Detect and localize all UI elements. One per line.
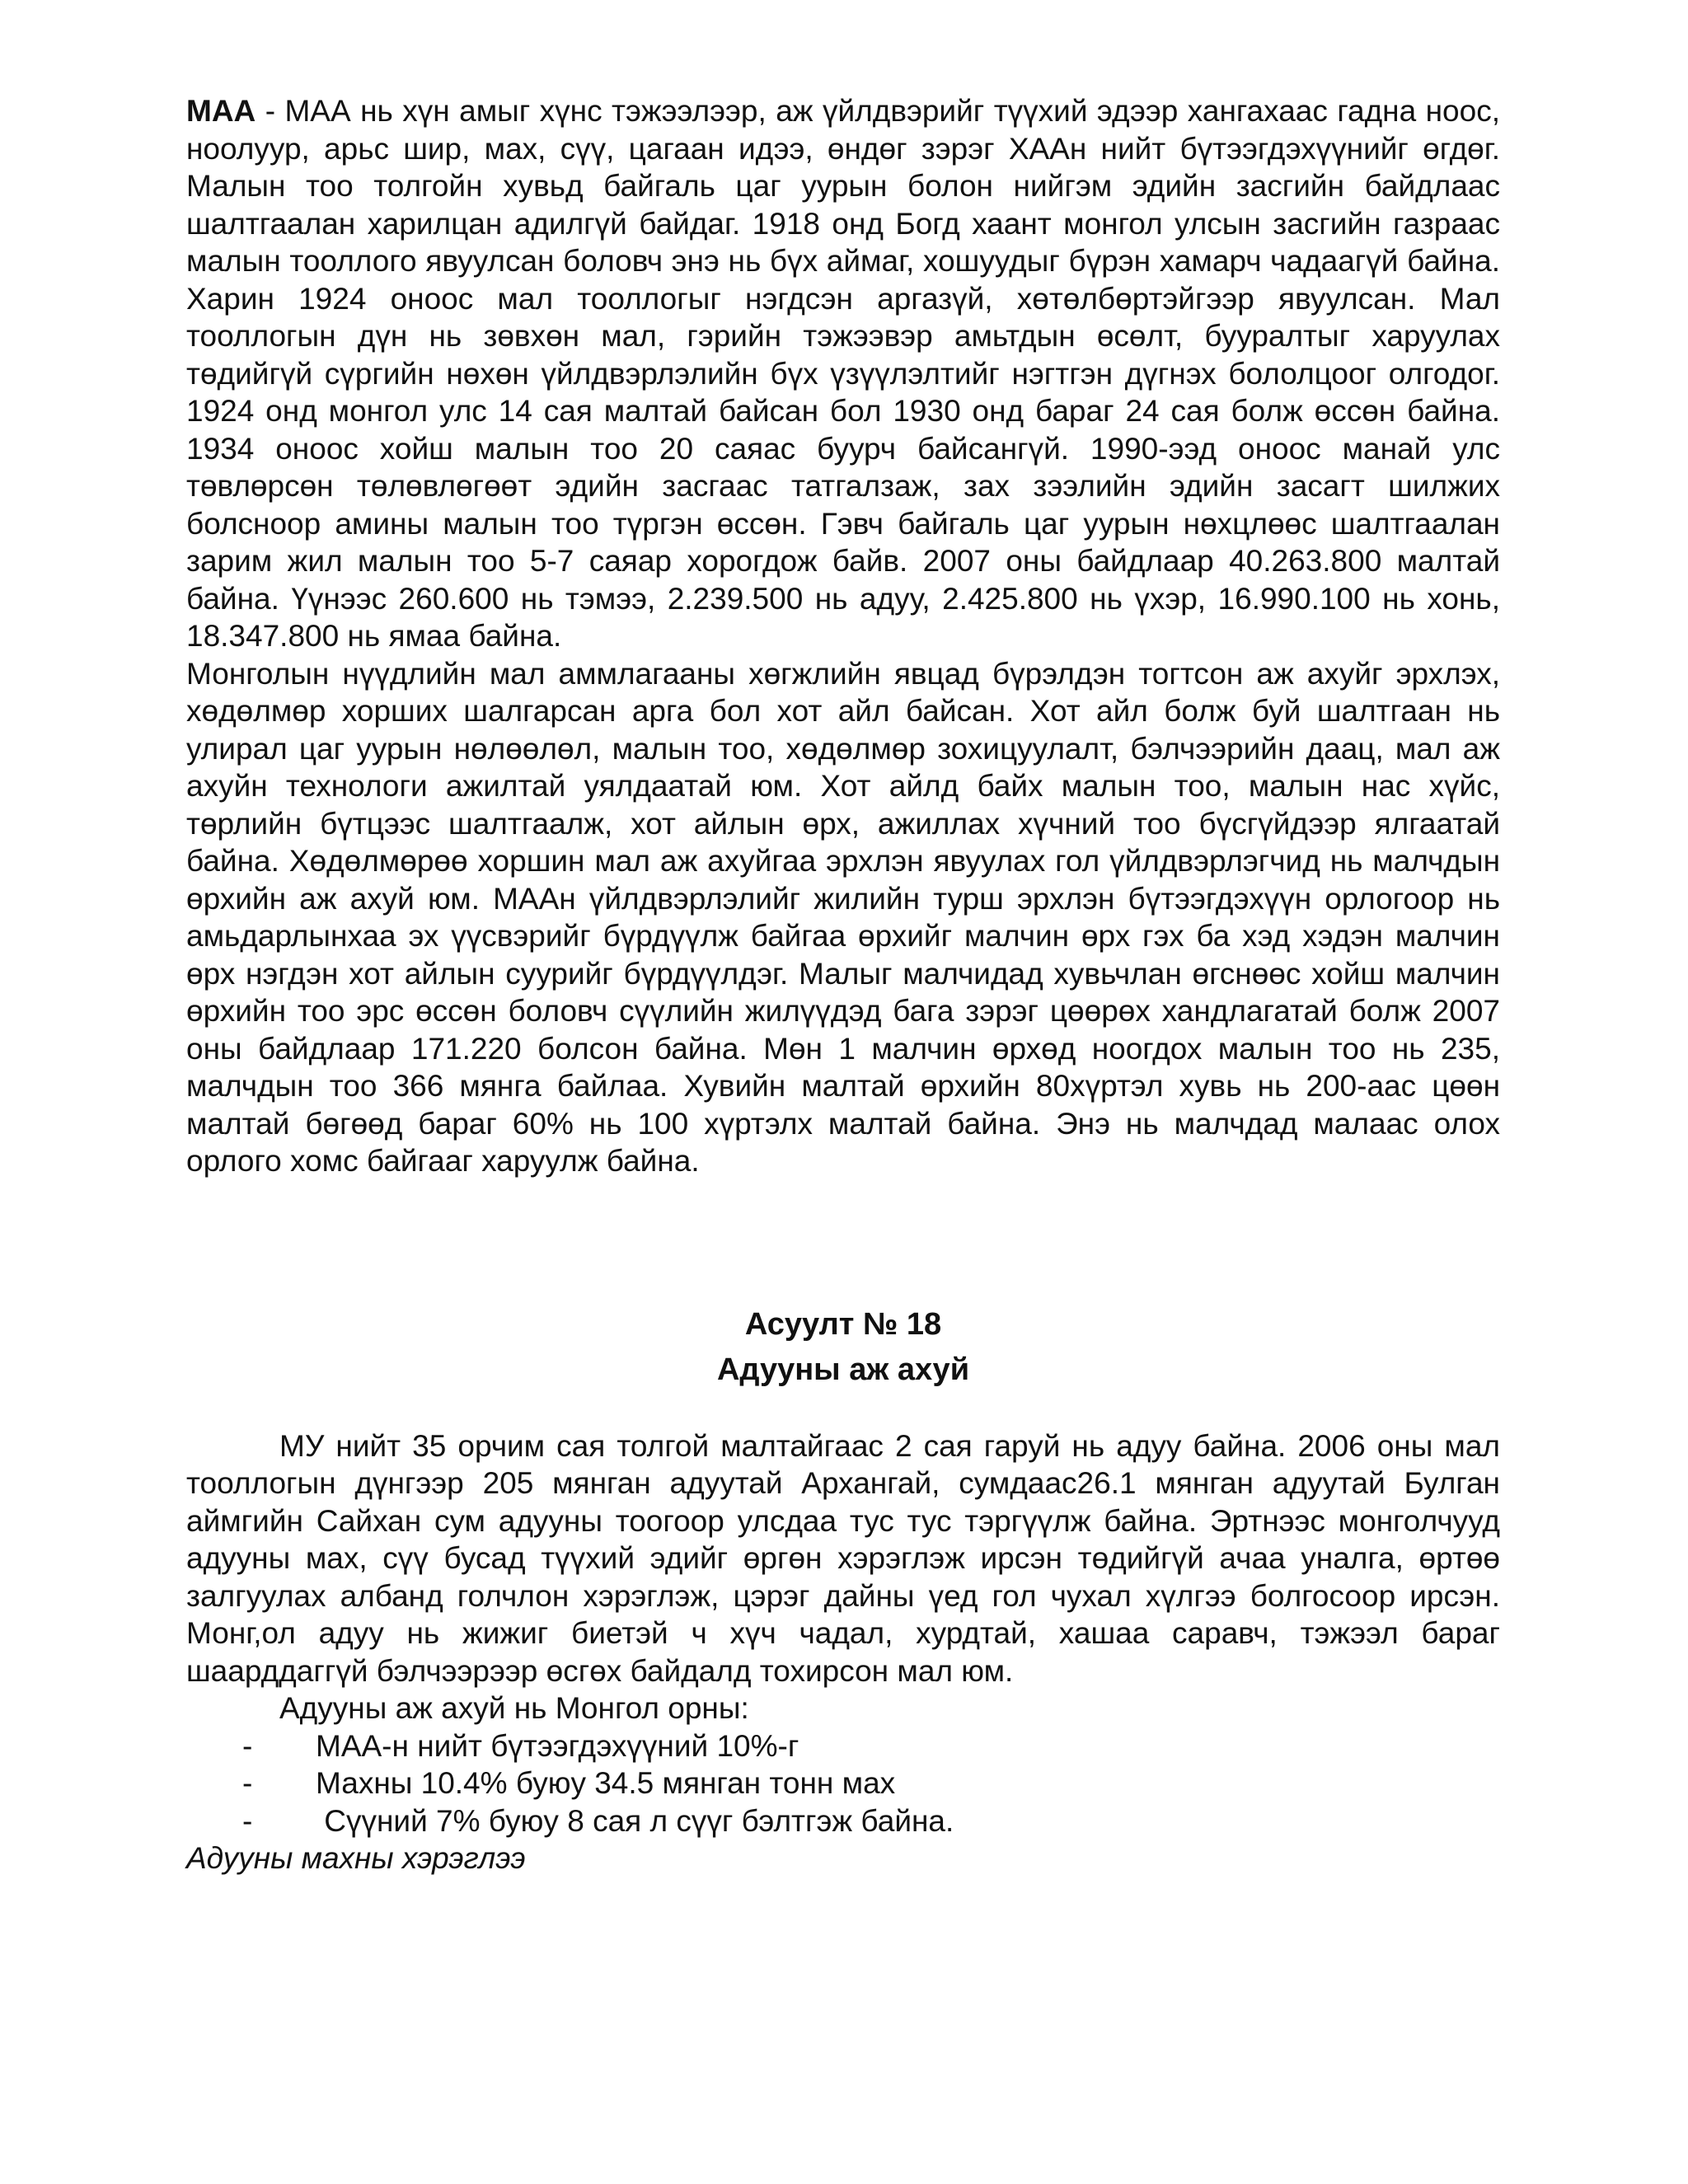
list-item [186,1802,1500,1840]
section-title: Адууны аж ахуй [716,1352,970,1387]
document-page [186,92,1500,1877]
list-item-text: Махны 10.4% буюу 34.5 мянган тонн мах [316,1766,896,1800]
paragraph-body-text: - МАА нь хүн амыг хүнс тэжээлээр, аж үйлдвэрийг түүхий эдээр хангахаас гадна ноос, ноолуур, арьс шир, мах, сүү, цагаан идээ, өндөг зэрэг ХААн нийт бүтээгдэхүүнийг өгдөг. Малын тоо толгойн хувьд байгаль цаг уурын болон нийгэм эдийн засгийн байдлаас шалтгаалан харилцан адилгүй байдаг. 1918 онд Богд хаант монгол улсын засгийн газраас малын тооллого явуулсан боловч энэ нь бүх аймаг, хошуудыг бүрэн хамарч чадаагүй байна. Харин 1924 оноос мал тооллогыг нэгдсэн аргазүй, хөтөлбөртэйгээр явуулсан. Мал тооллогын дүн нь зөвхөн мал, гэрийн тэжээвэр амьтдын өсөлт, бууралтыг харуулах төдийгүй сүргийн нөхөн үйлдвэрлэлийн бүх үзүүлэлтийг нэгтгэн дүгнэх бололцоог олгодог. 1924 онд монгол улс 14 сая малтай байсан бол 1930 онд бараг 24 сая болж өссөн байна. 1934 оноос хойш малын тоо 20 саяас буурч байсангүй. 1990-ээд оноос манай улс төвлөрсөн төлөвлөгөөт эдийн засгаас татгалзаж, зах зээлийн эдийн засагт шилжих болсноор амины малын тоо түргэн өссөн. Гэвч байгаль цаг уурын нөхцлөөс шалтгаалан зарим жил малын тоо 5-7 саяар хорогдож байв. 2007 оны байдлаар 40.263.800 малтай байна. Үүнээс 260.600 нь тэмээ, 2.239.500 нь адуу, 2.425.800 нь үхэр, 16.990.100 нь хонь, 18.347.800 нь ямаа байна. [186,94,1500,653]
list-dash: - [242,1803,253,1838]
paragraph-lead-term: МАА [186,94,256,128]
list-intro-line: Адууны аж ахуй нь Монгол орны: [279,1691,749,1725]
list-item [186,1765,1500,1802]
paragraph-livestock-overview [186,92,1500,655]
question-number-heading: Асуулт № 18 [744,1306,942,1342]
list-dash: - [242,1766,253,1800]
paragraph-hot-ail: Монголын нүүдлийн мал аммлагааны хөгжлийн явцад бүрэлдэн тогтсон аж ахуйг эрхлэх, хөдөлмөр хорших шалгарсан арга бол хот айл байсан. Хот айл болж буй шалтгаан нь улирал цаг уурын нөлөөлөл, малын тоо, хөдөлмөр зохицуулалт, бэлчээрийн даац, мал аж ахуйн технологи ажилтай уялдаатай юм. Хот айлд байх малын тоо, малын нас хүйс, төрлийн бүтцээс шалтгаалж, хот айлын өрх, ажиллах хүчний тоо бүсгүйдээр ялгаатай байна. Хөдөлмөрөө хоршин мал аж ахуйгаа эрхлэн явуулах гол үйлдвэрлэгчид нь малчдын өрхийн аж ахуй юм. МААн үйлдвэрлэлийг жилийн турш эрхлэн бүтээгдэхүүн орлогоор нь амьдарлынхаа эх үүсвэрийг бүрдүүлж байгаа өрхийг малчин өрх гэх ба хэд хэдэн малчин өрх нэгдэн хот айлын суурийг бүрдүүлдэг. Малыг малчидад хувьчлан өгснөөс хойш малчин өрхийн тоо эрс өссөн боловч сүүлийн жилүүдэд бага зэрэг цөөрөх хандлагатай болж 2007 оны байдлаар 171.220 болсон байна. Мөн 1 малчин өрхөд ноогдох малын тоо нь 235, малчдын тоо 366 мянга байлаа. Хувийн малтай өрхийн 80хүртэл хувь нь 200-аас цөөн малтай бөгөөд бараг 60% нь 100 хүртэлх малтай байна. Энэ нь малчдад малаас олох орлого хомс байгааг харуулж байна. [186,656,1500,1178]
list-item-text: Сүүний 7% буюу 8 сая л сүүг бэлтгэж байна. [316,1803,954,1838]
list-item [186,1727,1500,1765]
section-heading [186,1302,1500,1393]
list-dash: - [242,1728,253,1763]
contribution-list [186,1727,1500,1840]
list-item-text: МАА-н нийт бүтээгдэхүүний 10%-г [316,1728,799,1763]
subsection-heading: Адууны махны хэрэглээ [186,1841,526,1875]
paragraph-horse-breeding: МУ нийт 35 орчим сая толгой малтайгаас 2 сая гаруй нь адуу байна. 2006 оны мал тооллогын дүнгээр 205 мянган адуутай Архангай, сумдаас26.1 мянган адуутай Булган аймгийн Сайхан сум адууны тоогоор улсдаа тус тус тэргүүлж байна. Эртнээс монголчууд адууны мах, сүү бусад түүхий эдийг өргөн хэрэглэж ирсэн төдийгүй ачаа уналга, өртөө залгуулах албанд голчлон хэрэглэж, цэрэг дайны үед гол чухал хүлгээ болгосоор ирсэн. Монг,ол адуу нь жижиг биетэй ч хүч чадал, хурдтай, хашаа саравч, тэжээл бараг шаарддаггүй бэлчээрээр өсгөх байдалд тохирсон мал юм. [186,1428,1500,1688]
